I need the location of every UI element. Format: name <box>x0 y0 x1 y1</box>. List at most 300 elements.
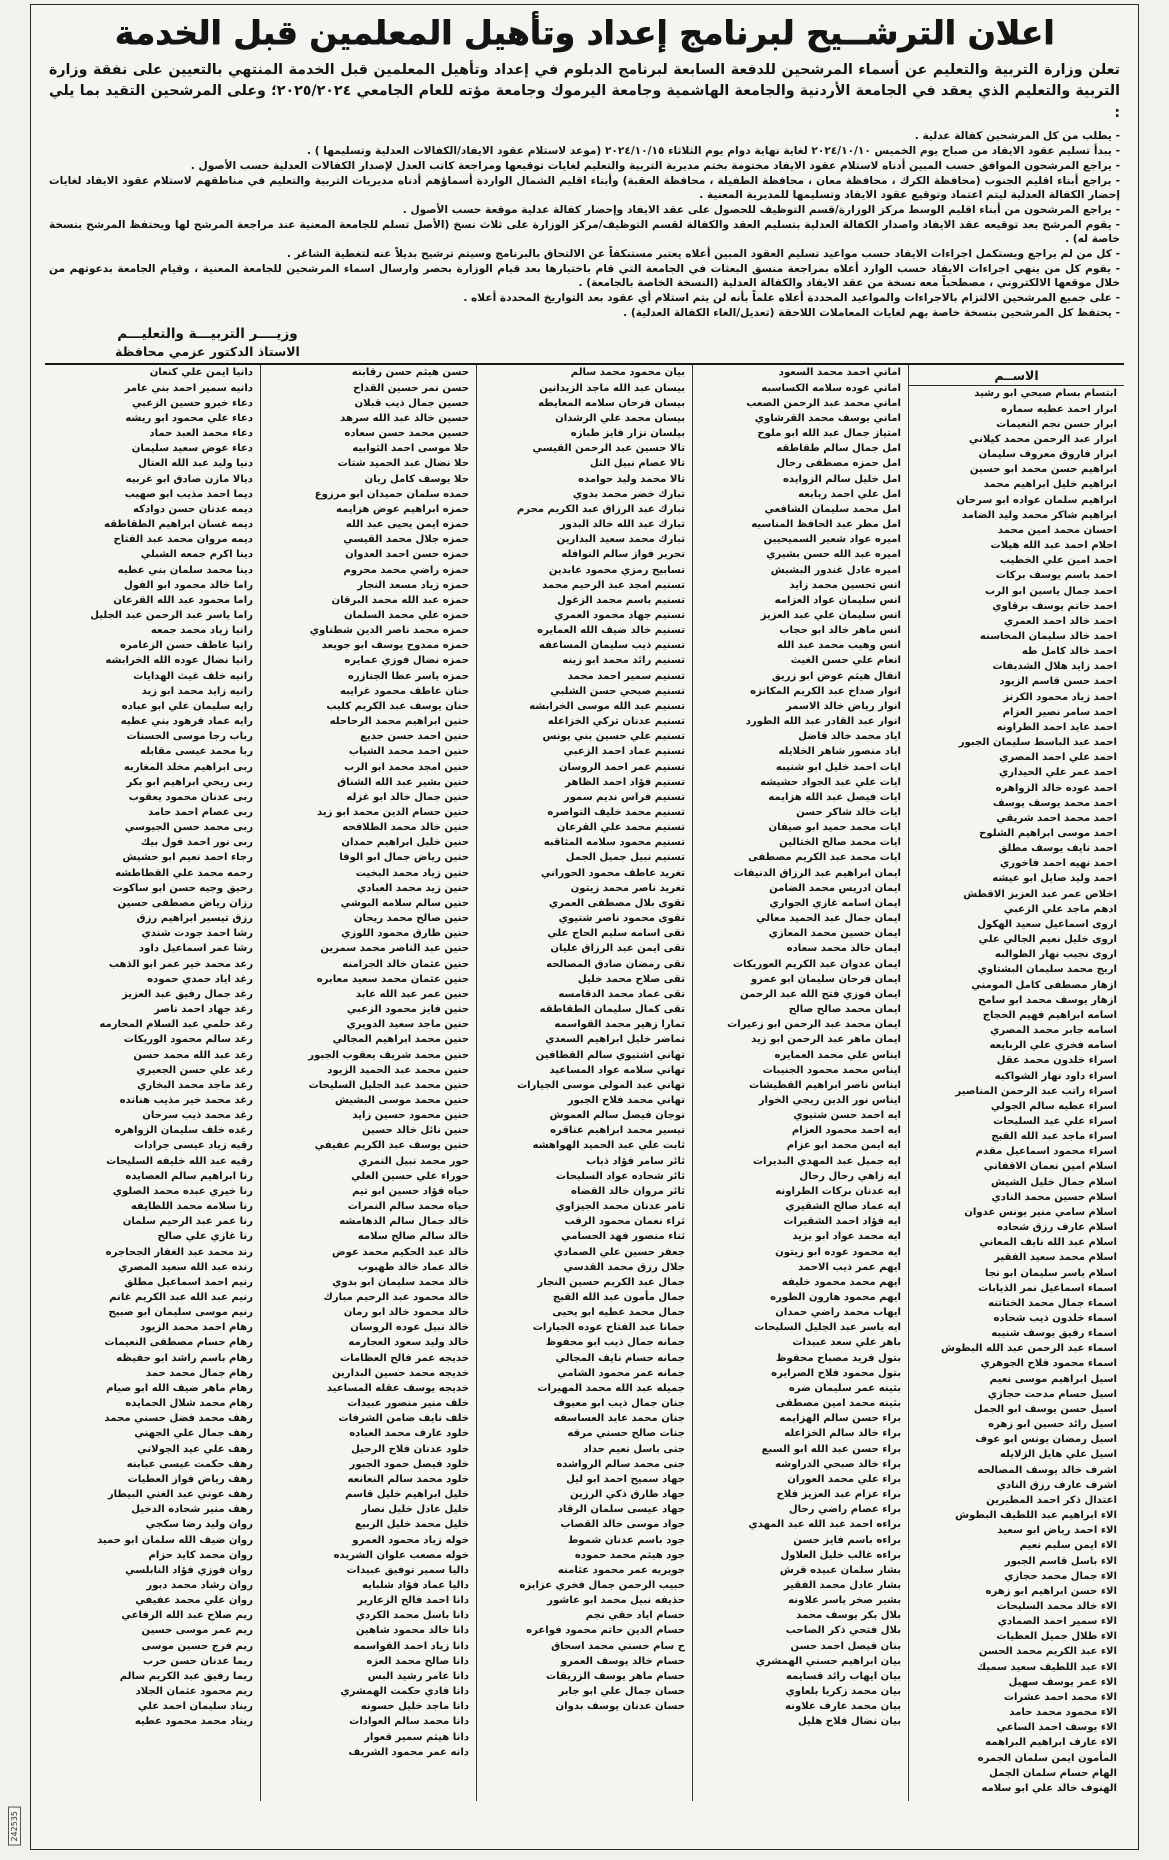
candidate-name: المأمون ايمن سلمان الجمره <box>977 1752 1117 1764</box>
candidate-name: حمزه حسن احمد العدوان <box>345 549 469 561</box>
candidate-name: رزان رياض مصطفى حسين <box>117 897 253 909</box>
candidate-name: دانا عامر رشيد البس <box>367 1670 469 1682</box>
candidate-name: ربى ابراهيم مخلد المغاربه <box>123 761 253 773</box>
candidate-name: خلود فيصل حمود الجبور <box>349 1458 469 1470</box>
candidate-name: حمزه زياد مسعد النجار <box>357 579 469 591</box>
candidate-name: ايات احمد خليل ابو شنيبه <box>775 761 901 773</box>
candidate-name: رغد محمد ذيب سرحان <box>142 1110 253 1122</box>
candidate-name: خلف نايف ضامن الشرفات <box>338 1413 469 1425</box>
candidate-name: بثينه محمد امين مصطفى <box>775 1398 901 1410</box>
candidate-name: رنيم موسى سليمان ابو صبيح <box>108 1307 253 1319</box>
candidate-name: حسام ماهر يوسف الزريقات <box>546 1670 685 1682</box>
candidate-name: بلال بكر يوسف محمد <box>796 1610 901 1622</box>
candidate-name: تغريد ناصر محمد زيتون <box>570 882 685 894</box>
candidate-name: انس ماهر خالد ابو حجاب <box>779 625 901 637</box>
candidate-name: دانا فادي حكمت الهمشري <box>340 1686 469 1698</box>
candidate-name: انوار صداح عبد الكريم المكانزه <box>750 685 901 697</box>
candidate-name: بيسان عبد الله ماجد الزيدانين <box>539 382 685 394</box>
candidate-name: جمال مأمون عبد الله القبج <box>552 1292 685 1304</box>
candidate-name: اميره عادل غندور البشيش <box>770 564 901 576</box>
candidate-name: روان رشاد محمد دبور <box>146 1579 253 1591</box>
candidate-name: دانا محمد سالم العوادات <box>349 1716 469 1728</box>
candidate-name: رنا عمر عبد الرحيم سلمان <box>122 1216 253 1228</box>
candidate-name: خلود عدنان فلاح الرحيل <box>351 1443 469 1455</box>
instruction-item: - يحتفظ كل المرشحين بنسخة خاصة بهم لغايات المعاملات اللاحقة (تعديل/الغاء الكفالة العدلية) . <box>623 306 1120 319</box>
candidate-name: ايهم محمود هارون الطوره <box>770 1292 901 1304</box>
candidate-name: رغد جمال رفيق عبد العزيز <box>122 988 253 1000</box>
candidate-name: ايات محمد عبد الكريم مصطفى <box>748 852 901 864</box>
candidate-name: خلود عارف محمد العباده <box>349 1428 469 1440</box>
candidate-name: جلال رزق محمد القدسي <box>563 1261 685 1273</box>
candidate-name: ربى عصام احمد حامد <box>148 807 253 819</box>
candidate-name: ايه عماد صالح الشقيري <box>785 1201 901 1213</box>
candidate-name: جمانه عمر محمود الشامي <box>557 1367 685 1379</box>
candidate-name: رنيم احمد اسماعيل مطلق <box>124 1276 253 1288</box>
candidate-name: ديمه مروان محمد عبد الفتاح <box>113 534 253 546</box>
candidate-name: براءه باسم فايز حسن <box>793 1534 901 1546</box>
candidate-name: تسنيم جهاد محمود العمري <box>554 609 685 621</box>
candidate-name: دينا اكرم جمعه الشبلي <box>140 549 253 561</box>
candidate-name: رغد اياد حمدي حموده <box>147 973 253 985</box>
candidate-name: ديمه عدنان حسن دوادكه <box>132 503 253 515</box>
candidate-name: ابرار حسن نجم النعيمات <box>996 418 1117 430</box>
candidate-name: ايناس ناصر ابراهيم القطيشات <box>749 1079 901 1091</box>
candidate-name: جمانه جمال ذيب ابو محفوظ <box>545 1337 685 1349</box>
candidate-name: احلام احمد عبد الله هيلات <box>990 540 1117 552</box>
candidate-name: احمد حاتم يوسف برقاوي <box>992 600 1117 612</box>
candidate-name: اشرف عارف رزق النادي <box>996 1479 1117 1491</box>
candidate-name: جنان جمال ذيب ابو معيوف <box>553 1398 685 1410</box>
candidate-name: بشار سلمان عبيده قرش <box>779 1564 901 1576</box>
candidate-name: الاء ابراهيم عبد اللطيف البطوش <box>955 1510 1117 1522</box>
candidate-name: تقوى بلال مصطفى العمري <box>548 897 685 909</box>
candidate-name: تسنيم نبيل جميل الجمل <box>565 852 685 864</box>
candidate-name: تبارك محمد سعيد البدارين <box>556 534 685 546</box>
candidate-name: رقيه عبد الله خليفه السليحات <box>106 1155 253 1167</box>
candidate-name: حنين جمال خالد ابو غزله <box>346 791 469 803</box>
candidate-name: انس تحسين محمد زايد <box>789 579 901 591</box>
candidate-name: حنين محمد موسى البشيش <box>334 1094 469 1106</box>
candidate-name: حنين خليل ابراهيم حمدان <box>341 837 469 849</box>
candidate-name: اشرف خالد يوسف المصالحه <box>977 1464 1117 1476</box>
candidate-name: دانا هيثم سمير قعوار <box>364 1731 469 1743</box>
candidate-name: ايات محمد صالح الختالين <box>779 837 901 849</box>
ad-frame <box>30 4 1139 1850</box>
candidate-name: اسيل حسن يوسف ابو الجمل <box>973 1403 1117 1415</box>
candidate-name: خالد عماد خالد طهبوب <box>357 1261 469 1273</box>
candidate-name: ايه عدنان بركات الطراونه <box>775 1185 901 1197</box>
candidate-name: حنين طارق محمود اللوزي <box>341 928 469 940</box>
candidate-name: ايات محمد حميد ابو صيفان <box>768 822 901 834</box>
candidate-name: بيان نضال فلاح هليل <box>798 1716 901 1728</box>
instruction-item: - يراجع أبناء اقليم الجنوب (محافظة الكرك ، محافظة معان ، محافظة الطفيلة ، محافظة العقبة) وأبناء اقليم الشمال الواردة أسماؤهم أدناه مديريات التربية والتعليم في مناطقهم لاستلام عقود الايفاد لغايات إحضار الكفالة العدلية ليتم اعتماد وتوقيع عقود الايفاد وتسليمها للمديرية المعنية . <box>49 174 1120 201</box>
intro-paragraph: تعلن وزارة التربية والتعليم عن أسماء المرشحين للدفعة السابعة لبرنامج الدبلوم في إعداد وتأهيل المعلمين قبل الخدمة المنتهي بالتعيين على نفقة وزارة التربية والتعليم الذي يعقد في الجامعة الأردنية والجامعة الهاشمية وجامعة اليرموك وجامعة مؤته للعام الجامعي ٢٠٢٥/٢٠٢٤؛ وعلى المرشحين التقيد بما يلي : <box>49 62 1120 121</box>
candidate-name: ابراهيم حسن محمد ابو حسين <box>969 464 1117 476</box>
candidate-name: حسين خالد عبد الله سرهد <box>340 412 469 424</box>
candidate-name: ريم فرج حسين موسى <box>141 1640 253 1652</box>
candidate-name: حنين عثمان خالد الجرامنه <box>342 958 469 970</box>
candidate-name: رهف حكمت عيسى عبابنه <box>126 1458 253 1470</box>
candidate-name: الاء سمير احمد الصمادي <box>997 1616 1117 1628</box>
candidate-name: حوراء علي حسين العلي <box>351 1170 469 1182</box>
candidate-name: براء حسن عبد الله ابو السبع <box>761 1443 901 1455</box>
candidate-name: امل خليل سالم الزوايده <box>782 473 901 485</box>
candidate-name: تقى صلاح محمد خليل <box>577 973 685 985</box>
candidate-name: جهاد سميح احمد ابو ليل <box>566 1473 685 1485</box>
candidate-name: حذيفه نبيل محمد ابو عاشور <box>547 1595 685 1607</box>
candidate-name: ربى نور احمد فول بيك <box>140 837 253 849</box>
candidate-name: الاء عارف ابراهيم البراهمه <box>985 1737 1117 1749</box>
candidate-name: تسنيم صبحي حسن الشلبي <box>550 685 685 697</box>
candidate-name: انوار عبد القادر عبد الله الطورد <box>745 716 901 728</box>
candidate-name: بيان ابراهيم حسني الهمشري <box>755 1655 901 1667</box>
candidate-name: حنين عبد الناصر محمد سمرين <box>320 943 469 955</box>
candidate-name: حسن نمر حسين القداح <box>353 382 469 394</box>
candidate-name: حمزه عبد الله محمد البرقان <box>331 594 469 606</box>
candidate-name: الاء عبد الكريم محمد الحسن <box>978 1646 1117 1658</box>
candidate-name: حسان عدنان يوسف بدوان <box>555 1701 685 1713</box>
instruction-item: - كل من لم يراجع ويستكمل اجراءات الايفاد حسب مواعيد تسليم العقود المبين أعلاه يعتبر مستنكفاً عن الالتحاق بالبرنامج وسيتم ترشيح بديلاً عنه لتغطية الشاغر . <box>286 247 1120 260</box>
candidate-name: اسيل رمضان يونس ابو عوف <box>975 1434 1117 1446</box>
candidate-name: رغد عبد الله محمد حسن <box>133 1049 253 1061</box>
candidate-name: اسراء عطيه سالم الجولي <box>990 1100 1117 1112</box>
candidate-name: رهف علي عيد الجولاني <box>137 1443 253 1455</box>
candidate-name: حمده سلمان حميدان ابو مرزوع <box>314 488 469 500</box>
candidate-name: اسلام حسين محمد النادي <box>991 1191 1117 1203</box>
candidate-name: حسام الدين حاتم محمود فواعره <box>526 1625 685 1637</box>
instruction-item: - يطلب من كل المرشحين كفالة عدلية . <box>914 129 1120 142</box>
candidate-name: حنين محمد شريف يعقوب الجبور <box>308 1049 469 1061</box>
candidate-name: حنين محمد عبد الجليل السليحات <box>308 1079 469 1091</box>
candidate-name: روان فوزي فؤاد النابلسي <box>125 1564 253 1576</box>
candidate-name: حمزه ابراهيم عوض هزايمه <box>335 503 469 515</box>
candidate-name: جمانه حسام نايف المجالي <box>555 1352 685 1364</box>
candidate-name: حنين عثمان محمد سعيد معابره <box>316 973 469 985</box>
candidate-name: تيسير محمد ابراهيم عناقره <box>550 1125 685 1137</box>
candidate-name: حياه فؤاد حسين ابو تيم <box>352 1185 469 1197</box>
candidate-name: بشار عادل محمد الفقير <box>783 1579 901 1591</box>
candidate-name: ريم عمر موسى حسين <box>141 1625 253 1637</box>
candidate-name: ازهار مصطفى كامل المومني <box>971 979 1117 991</box>
candidate-name: ثائر شحاده عواد السليحات <box>555 1170 685 1182</box>
candidate-name: ايه فؤاد احمد الشقيرات <box>783 1216 901 1228</box>
candidate-name: الاء محمد احمد عشرات <box>1003 1691 1117 1703</box>
name-column-5 <box>45 365 260 1801</box>
candidate-name: انعام علي حسن الغيث <box>790 655 901 667</box>
candidate-name: احمد محمد يوسف يوسف <box>992 797 1117 809</box>
candidate-names-table <box>45 363 1124 1801</box>
candidate-name: روان ضيف الله سلمان ابو حميد <box>97 1534 253 1546</box>
candidate-name: ازهار يوسف محمد ابو سامح <box>978 994 1117 1006</box>
candidate-name: احمد نايف يوسف مطلق <box>998 843 1117 855</box>
candidate-name: بيان محمد عارف علاونه <box>785 1701 901 1713</box>
candidate-name: حنين عمر عبد الله عابد <box>355 988 469 1000</box>
candidate-name: ايمان فوزي فتح الله عبد الرحمن <box>740 988 901 1000</box>
candidate-name: حنين نائل خالد حسين <box>362 1125 469 1137</box>
candidate-name: حسين جمال ذيب قبلان <box>354 397 469 409</box>
candidate-name: احمد امين علي الخطيب <box>999 555 1117 567</box>
candidate-name: دعاء خيرو حسين الزعبي <box>131 397 253 409</box>
candidate-name: انس سليمان عواد العزامه <box>774 594 901 606</box>
candidate-name: ايمان محمد صالح صالح <box>788 1004 901 1016</box>
candidate-name: احمد محمد احمد شريقي <box>996 812 1117 824</box>
candidate-name: تسنيم رائد محمد ابو زينه <box>562 655 685 667</box>
candidate-name: دعاء عوض سعيد سليمان <box>131 443 253 455</box>
candidate-name: ثابت علي عبد الحميد الهواهشه <box>532 1140 685 1152</box>
candidate-name: جنان محمد عايد العساسفه <box>553 1413 685 1425</box>
candidate-name: رانيا عاطف حسن الزعامره <box>119 640 253 652</box>
candidate-name: اسلام ياسر سليمان ابو نجا <box>984 1267 1117 1279</box>
candidate-name: تقى ايمن عبد الرزاق عليان <box>550 943 685 955</box>
candidate-name: اسماء محمود فلاح الجوهري <box>980 1358 1117 1370</box>
candidate-name: حنين رياض جمال ابو الوفا <box>339 852 469 864</box>
candidate-name: رهام محمد شلال الحمايده <box>125 1398 253 1410</box>
candidate-name: رهام جمال محمد حمد <box>145 1367 253 1379</box>
candidate-name: بيان ايهاب رائد قسايمه <box>786 1670 901 1682</box>
candidate-name: اسلام محمد سعيد الفقير <box>994 1252 1117 1264</box>
candidate-name: احمد عايد احمد الطراونه <box>996 721 1117 733</box>
candidate-name: رهف رياض فواز العطيات <box>127 1473 253 1485</box>
candidate-name: تسنيم فؤاد احمد الظاهر <box>565 776 685 788</box>
candidate-name: داليا عماد فؤاد شلبايه <box>362 1579 469 1591</box>
candidate-name: رشا عمر اسماعيل داود <box>138 943 253 955</box>
candidate-name: احمد حسن قاسم الزيود <box>999 676 1117 688</box>
candidate-name: رهف جمال علي الجهني <box>134 1428 253 1440</box>
instruction-item: - يبدأ تسليم عقود الايفاد من صباح يوم الخميس ٢٠٢٤/١٠/١٠ لغاية نهاية دوام يوم الثلاثاء ٢٠٢٤/١٠/١٥ (موعد لاستلام عقود الايفاد/الكفالات العدلية وتسليمها ) . <box>306 144 1120 157</box>
candidate-name: حمزه راضي محمد محروم <box>343 564 469 576</box>
candidate-name: تسنيم محمود سلامه المثاقبه <box>543 837 685 849</box>
candidate-name: رحمه محمد علي القطاطشه <box>115 867 253 879</box>
candidate-name: حنين محمود حسين زايد <box>352 1110 469 1122</box>
candidate-name: رهام ماهر ضيف الله ابو صيام <box>106 1382 253 1394</box>
candidate-name: تسنيم فراس نديم سمور <box>563 791 685 803</box>
candidate-name: اياد منصور شاهر الخلايله <box>778 746 901 758</box>
candidate-name: ايمان اسامه غازي الجواري <box>769 897 901 909</box>
candidate-name: حسام خالد يوسف العمرو <box>560 1655 685 1667</box>
candidate-name: ريناد سليمان احمد علي <box>137 1701 253 1713</box>
candidate-name: امل حمزه مصطفى رحال <box>776 458 901 470</box>
candidate-name: ابرار عبد الرحمن محمد كيلاني <box>968 433 1117 445</box>
candidate-name: ايهاب محمد راضي حمدان <box>775 1307 901 1319</box>
candidate-name: رانيا نضال عوده الله الخرابشه <box>105 655 253 667</box>
candidate-name: جهاد طارق ذكي الرزين <box>569 1489 685 1501</box>
candidate-name: الاء خالد محمد السليحات <box>996 1600 1117 1612</box>
instruction-item: - يراجع المرشحون الموافق حسب المبين أدناه لاستلام عقود الايفاد مختومة بختم مديرية التربية والتعليم لغايات توقيعها ومراجعة كاتب العدل لإصدار الكفالات العدلية حسب الأصول . <box>190 159 1120 172</box>
candidate-name: تهاني محمد فلاح الجبور <box>567 1094 685 1106</box>
candidate-name: اميره عواد شعير السميحيين <box>763 534 901 546</box>
candidate-name: ايمان حسين محمد المعازي <box>768 928 901 940</box>
candidate-name: الاء حسن ابراهيم ابو زهره <box>985 1585 1117 1597</box>
candidate-name: احمد خالد سليمان المحاسنه <box>979 630 1117 642</box>
signature-role: وزيــــر التربيـــة والتعليـــم <box>117 326 298 343</box>
candidate-name: رنيم عبد الله عبد الكريم غانم <box>109 1292 253 1304</box>
candidate-name: رانيه خلف غيث الهدايات <box>133 670 253 682</box>
candidate-name: رهف عوني عبد الغني البيطار <box>107 1489 253 1501</box>
instructions-list <box>45 130 1124 324</box>
candidate-name: اماني احمد محمد السعود <box>778 367 901 379</box>
candidate-name: براء عزام عبد العزيز فلاح <box>776 1489 901 1501</box>
candidate-name: دانا احمد فالح الزعارير <box>357 1595 469 1607</box>
candidate-name: تسنيم امجد عبد الرحيم محمد <box>542 579 685 591</box>
candidate-name: اماني يوسف محمد القرشاوي <box>754 412 901 424</box>
candidate-name: براءه احمد عبد الله عبد المهدي <box>748 1519 901 1531</box>
candidate-name: اسلام عبد الله نايف المعاني <box>979 1237 1117 1249</box>
candidate-name: تماضر خليل ابراهيم السعدي <box>545 1034 685 1046</box>
candidate-name: حنان عاطف محمود غرايبه <box>339 685 469 697</box>
instruction-item: - على جميع المرشحين الالتزام بالاجراءات والمواعيد المحددة أعلاه علماً بأنه لن يتم استلام أي عقود بعد التواريخ المحددة أعلاه . <box>463 291 1120 304</box>
candidate-name: حنين سالم سلامه البوشي <box>340 897 469 909</box>
candidate-name: دعاء محمد العبد حماد <box>149 428 253 440</box>
candidate-name: الاء جمال محمد حجازي <box>1004 1570 1117 1582</box>
candidate-name: حمزه محمد ناصر الدين شطناوي <box>309 625 469 637</box>
candidate-name: حنين احمد محمد الشياب <box>348 746 469 758</box>
candidate-name: ايهم عمر ذيب الاحمد <box>798 1261 901 1273</box>
candidate-name: ريما عدنان حسن حرب <box>143 1655 253 1667</box>
candidate-name: خليل محمد خليل الربيع <box>354 1519 469 1531</box>
candidate-name: تقوى محمود ناصر شتيوي <box>558 913 685 925</box>
candidate-name: خالد نبيل عوده الروسان <box>350 1322 469 1334</box>
candidate-name: حبيب الرحمن جمال فخري عزايزه <box>519 1579 685 1591</box>
candidate-name: رنده عبد الله سعيد المصري <box>118 1261 253 1273</box>
candidate-name: اريج محمد سليمان البشتاوي <box>977 964 1117 976</box>
candidate-name: الاء باسل قاسم الجبور <box>1004 1555 1117 1567</box>
candidate-name: اسراء خلدون محمد عقل <box>996 1055 1117 1067</box>
candidate-name: رقيه زياد عيسى جرادات <box>133 1140 253 1152</box>
candidate-name: ربى محمد حسن الجيوسي <box>124 822 253 834</box>
candidate-name: روان علي محمد عفيفي <box>135 1595 253 1607</box>
candidate-name: ثراء نعمان محمود الرقب <box>564 1216 685 1228</box>
candidate-name: اروى اسماعيل سعيد الهكول <box>977 918 1117 930</box>
candidate-name: ربى عدنان محمود يعقوب <box>128 791 253 803</box>
candidate-name: تقى كمال سليمان الطقاطقه <box>539 1004 685 1016</box>
candidate-name: تسنيم سمير احمد محمد <box>567 670 685 682</box>
candidate-name: روان وليد رضا سكجي <box>145 1519 253 1531</box>
candidate-name: ابراهيم شاكر محمد وليد الضامد <box>961 509 1117 521</box>
candidate-name: رجاء احمد نعيم ابو حشيش <box>122 852 253 864</box>
name-column-header: الاســم <box>909 365 1124 386</box>
candidate-name: حمزه ياسر عطا الجنازره <box>347 670 469 682</box>
candidate-name: رغد علي حسن الجعيري <box>136 1064 253 1076</box>
candidate-name: دنيا وليد عبد الله العتال <box>138 458 253 470</box>
candidate-name: جميله عبد الله محمد المهيرات <box>537 1382 685 1394</box>
candidate-name: اسلام جمال خليل الشيش <box>990 1176 1117 1188</box>
candidate-name: انوار رياض خالد الاسمر <box>786 700 901 712</box>
candidate-name: بثينه عمر سليمان ضره <box>788 1382 901 1394</box>
candidate-name: رهف محمد فضل حسني محمد <box>104 1413 253 1425</box>
candidate-name: احمد خالد احمد العمري <box>1003 615 1117 627</box>
candidate-name: تقى رمضان صادق المصالحه <box>546 958 685 970</box>
candidate-name: احمد باسم يوسف بركات <box>995 570 1117 582</box>
candidate-name: اسماء جمال محمد الختاتنه <box>988 1297 1117 1309</box>
candidate-name: راما خالد محمود ابو الفول <box>123 579 253 591</box>
candidate-name: جواد موسى خالد القصاب <box>560 1519 685 1531</box>
candidate-name: ايمان ادريس محمد الضامن <box>769 882 901 894</box>
candidate-name: بيسان محمد علي الرشدان <box>555 412 685 424</box>
candidate-name: امل مطر عبد الحافظ المناسيه <box>751 519 901 531</box>
candidate-name: تسنيم عماد احمد الزعبي <box>563 746 685 758</box>
candidate-name: تسنيم علي حسين بني يونس <box>542 731 685 743</box>
candidate-name: رايه سليمان علي ابو عباده <box>121 700 253 712</box>
candidate-name: توجان فيصل سالم العموش <box>549 1110 685 1122</box>
candidate-name: ابراهيم سلمان عواده ابو سرحان <box>956 494 1117 506</box>
candidate-name: جود هيثم محمد حموده <box>574 1549 685 1561</box>
instruction-item: - يقوم كل من ينهي اجراءات الايفاد حسب الوارد أعلاه بمراجعة منسق البعثات في الجامعة التي قام باختيارها بعد قيام الوزارة بحصر وارسال اسماء المرشحين للجامعة المعنية ، وقيام الجامعة بدعوتهم من خلال موقعها الالكتروني ، مصطحباً معه نسخة من عقد الايفاد والكفالة العدلية (النسخة الخاصة بالجامعة) . <box>49 262 1120 289</box>
candidate-name: ايمان فرحان سليمان ابو عمرو <box>750 973 901 985</box>
candidate-name: ديمه غسان ابراهيم الطقاطقه <box>103 519 253 531</box>
candidate-name: دعاء علي محمود ابو ريشه <box>125 412 253 424</box>
candidate-name: ايناس علي محمد العمايره <box>774 1049 901 1061</box>
candidate-name: رعد محمد خير عمر ابو الذهب <box>108 958 253 970</box>
candidate-name: اسلام امين نعمان الاقفاني <box>983 1161 1117 1173</box>
candidate-name: ايات فيصل عبد الله هزايمه <box>768 791 901 803</box>
candidate-name: حنين زياد محمد البخيت <box>355 867 469 879</box>
candidate-name: حنين بشير عبد الله الشناق <box>337 776 469 788</box>
candidate-name: الاء ايمن سليم نعيم <box>1019 1540 1117 1552</box>
candidate-name: حنين خالد محمد الطلافحه <box>342 822 469 834</box>
candidate-name: احمد موسى ابراهيم الشلوح <box>979 828 1117 840</box>
candidate-name: اسراء راتب عبد الرحمن المناصير <box>955 1085 1117 1097</box>
candidate-name: رغده خلف سليمان الزواهره <box>114 1125 253 1137</box>
candidate-name: ايناس نور الدين ريجي الخوار <box>758 1094 901 1106</box>
candidate-name: بيسان فرحان سلامه المعايطه <box>538 397 685 409</box>
candidate-name: ايات خالد شاكر حسن <box>796 807 901 819</box>
candidate-name: رهام باسم راشد ابو حفيظه <box>116 1352 253 1364</box>
candidate-name: حسان جمال علي ابو جابر <box>558 1686 685 1698</box>
candidate-name: تالا محمد وليد حوامده <box>578 473 685 485</box>
candidate-name: خلف منير منصور عبيدات <box>347 1398 469 1410</box>
candidate-name: اسماء خلدون ذيب شحاده <box>993 1313 1117 1325</box>
candidate-name: احمد زايد هلال الشديفات <box>992 661 1117 673</box>
candidate-name: رهف منير شحاده الدخيل <box>131 1504 253 1516</box>
candidate-name: امل علي احمد ربابعه <box>798 488 901 500</box>
candidate-name: ادهم ماجد علي الزعبي <box>1003 903 1117 915</box>
candidate-name: حمزه علي محمد السلمان <box>344 609 469 621</box>
name-column-2 <box>692 365 908 1801</box>
candidate-name: امل جمال سالم طقاطقه <box>776 443 901 455</box>
candidate-name: تسنيم عبد الله موسى الخرابشه <box>529 700 685 712</box>
candidate-name: الهام حسام سلمان الجمل <box>989 1767 1117 1779</box>
candidate-name: ايناس محمد محمود الجنيبات <box>762 1064 901 1076</box>
candidate-name: ريما رفيق عبد الكريم سالم <box>119 1670 253 1682</box>
candidate-name: خالد محمود خالد ابو رمان <box>343 1307 469 1319</box>
candidate-name: براء خالد صبحي الدراوشه <box>775 1458 901 1470</box>
candidate-name: رشا احمد جودت شندي <box>141 928 253 940</box>
candidate-name: براء خالد سالم الخزاعله <box>784 1428 901 1440</box>
candidate-name: اسماء رفيق يوسف شنيبه <box>991 1328 1117 1340</box>
candidate-name: حنين يوسف عبد الكريم عفيفي <box>314 1140 469 1152</box>
candidate-name: احمد زياد محمود الكرنز <box>1003 691 1117 703</box>
candidate-name: ديالا مازن صادق ابو غربيه <box>125 473 253 485</box>
candidate-name: بتول محمود فلاح الصرايره <box>771 1367 901 1379</box>
candidate-name: ريم محمود عثمان الجلاد <box>135 1686 253 1698</box>
name-column-3 <box>476 365 692 1801</box>
candidate-name: اروى خليل نعيم الجالي علي <box>978 934 1117 946</box>
candidate-name: اسامه ابراهيم فهيم الحجاج <box>982 1009 1117 1021</box>
candidate-name: ايات علي عبد الجواد حشيشه <box>760 776 901 788</box>
candidate-name: اسلام سامي منير يونس عدوان <box>964 1206 1117 1218</box>
candidate-name: حنان يوسف عبد الكريم كليب <box>326 700 469 712</box>
candidate-name: رغد حلمي عبد السلام المحارمه <box>99 1019 253 1031</box>
candidate-name: تمارا زهير محمد القواسمه <box>554 1019 685 1031</box>
candidate-name: رنا ابراهيم سالم العصايده <box>125 1170 253 1182</box>
candidate-name: خوله مصعب علوان الشريده <box>333 1549 469 1561</box>
candidate-name: تسنيم عدنان تركي الخزاعله <box>547 716 685 728</box>
signature-name: الاستاذ الدكتور عزمي محافظة <box>115 344 300 360</box>
candidate-name: ريم صلاح عبد الله الرفاعي <box>121 1610 253 1622</box>
candidate-name: تسابيح رمزي محمود عابدين <box>548 564 685 576</box>
candidate-name: ايه محمود عوده ابو زيتون <box>775 1246 901 1258</box>
candidate-name: ابراهيم خليل ابراهيم محمد <box>983 479 1117 491</box>
